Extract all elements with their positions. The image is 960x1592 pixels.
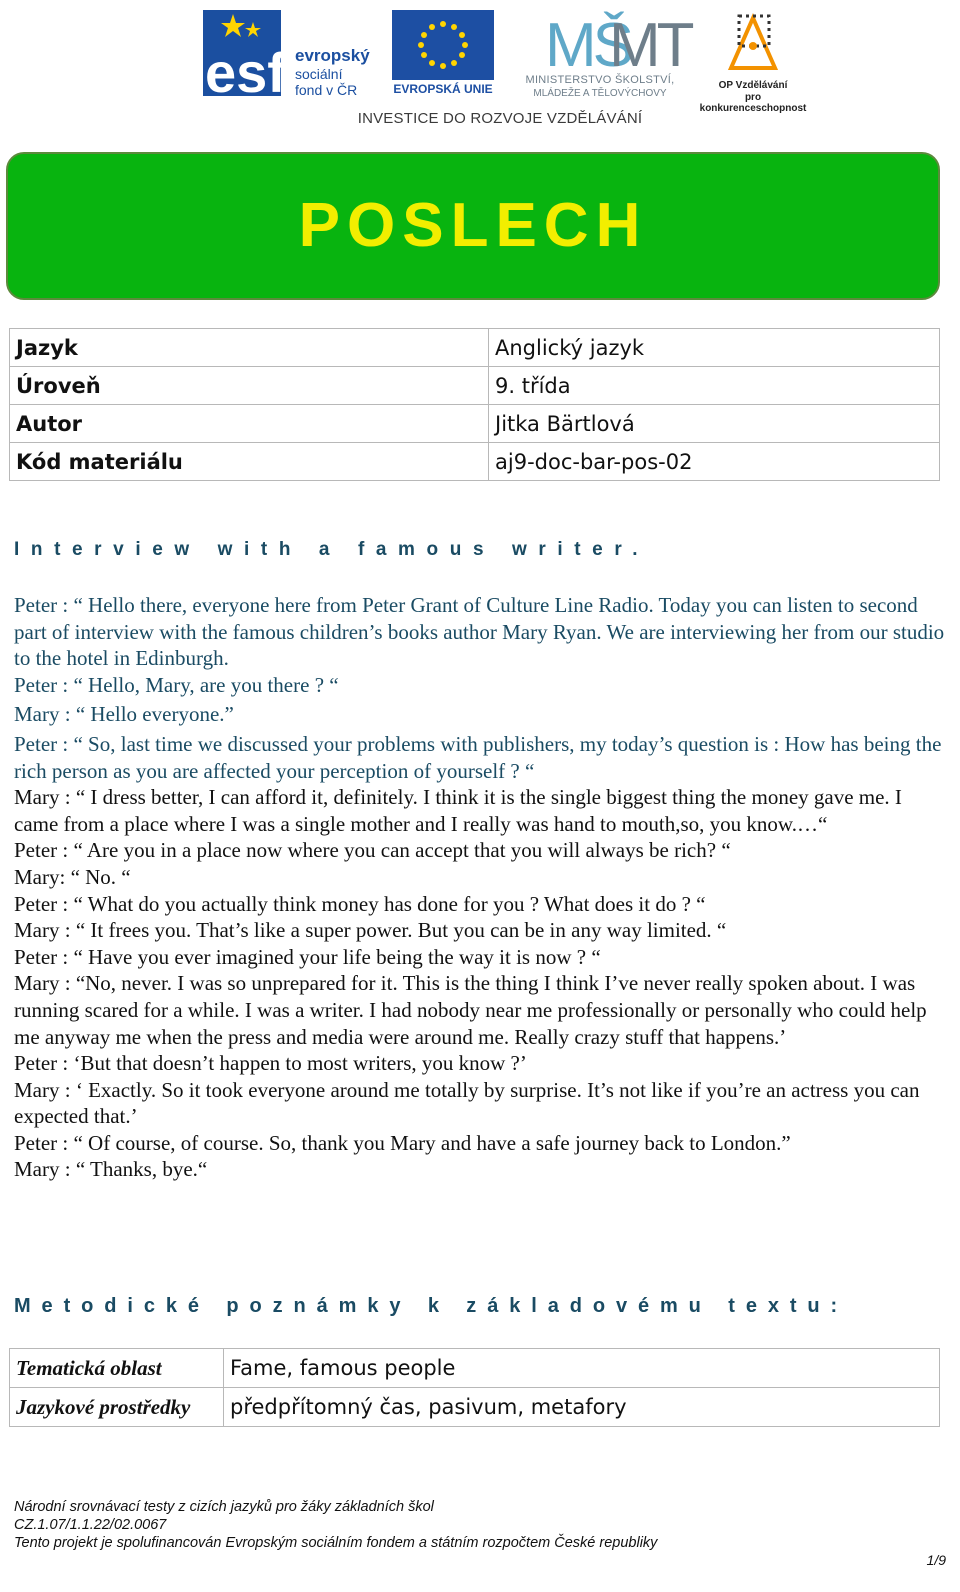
eu-caption: EVROPSKÁ UNIE xyxy=(393,82,493,96)
dialogue-line xyxy=(14,592,950,672)
dialogue-line: Mary : “No, never. I was so unprepared for it. This is the thing I think I’ve never really spoken about. I was running scared for a while. I was a writer. I had nobody near me professionally or personally who could help me anyway me when the press and media were around me. Really crazy stuff that happens.’ xyxy=(14,971,927,1049)
dialogue-line: Mary : ‘ Exactly. So it took everyone around me totally by surprise. It’s not like if you’re an actress you can expected that.’ xyxy=(14,1077,920,1129)
speaker: Peter xyxy=(14,731,58,756)
info-key: Úroveň xyxy=(10,367,489,405)
msmt-mark-icon xyxy=(505,8,695,72)
op-caption-2: pro konkurenceschopnost xyxy=(699,92,807,114)
svg-text:MŠ: MŠ xyxy=(545,11,630,72)
msmt-caption-1: MINISTERSTVO ŠKOLSTVÍ, xyxy=(525,74,675,86)
dialogue-line: Peter : “ Have you ever imagined your life being the way it is now ? “ xyxy=(14,944,601,969)
eu-logo xyxy=(392,10,494,98)
esf-letters: esf xyxy=(205,41,286,100)
esf-logo xyxy=(203,10,385,100)
dialogue-line xyxy=(14,731,950,784)
line-text: : “ Hello there, everyone here from Peter Grant of Culture Line Radio. Today you can listen to second part of interview with the famous children’s books author Mary Ryan. We are interviewing her from our studio to the hotel in Edinburgh. xyxy=(14,593,945,671)
footer-line: CZ.1.07/1.1.22/02.0067 xyxy=(14,1517,167,1533)
msmt-caption-2: MLÁDEŽE A TĚLOVÝCHOVY xyxy=(533,88,667,99)
op-caption-1: OP Vzdělávání xyxy=(718,80,788,91)
esf-caption-3: fond v ČR xyxy=(295,82,358,98)
dialogue-line: Peter : “ Are you in a place now where you can accept that you will always be rich? “ xyxy=(14,838,731,863)
table-row xyxy=(10,1388,940,1427)
page-number: 1/9 xyxy=(926,1552,946,1568)
msmt-logo xyxy=(505,8,695,103)
line-text: : “ So, last time we discussed your problems with publishers, my today’s question is : How has being the rich person as you are affected your perception of yourself ? “ xyxy=(14,731,942,783)
table-row xyxy=(10,367,940,405)
table-row xyxy=(10,443,940,481)
eu-flag-icon xyxy=(392,10,494,80)
info-value: aj9-doc-bar-pos-02 xyxy=(489,443,940,481)
line-text: : “ Hello, Mary, are you there ? “ xyxy=(57,672,339,697)
page-footer xyxy=(14,1498,657,1552)
dialogue-line: Peter : “ What do you actually think money has done for you ? What does it do ? “ xyxy=(14,891,706,916)
esf-caption-2: sociální xyxy=(295,66,343,82)
line-text: : “ Hello everyone.” xyxy=(59,702,234,727)
dialogue-line: Peter : ‘But that doesn’t happen to most writers, you know ?’ xyxy=(14,1051,527,1076)
investice-slogan: INVESTICE DO ROZVOJE VZDĚLÁVÁNÍ xyxy=(357,110,643,127)
dialogue-line: Peter : “ Of course, of course. So, thank you Mary and have a safe journey back to London.” xyxy=(14,1130,791,1155)
dialogue-line xyxy=(14,701,950,728)
info-value: Jitka Bärtlová xyxy=(489,405,940,443)
svg-text:MT: MT xyxy=(609,11,691,72)
method-key: Jazykové prostředky xyxy=(10,1388,224,1427)
method-value: předpřítomný čas, pasivum, metafory xyxy=(224,1388,940,1427)
dialogue-transcript xyxy=(14,592,950,1183)
info-key: Kód materiálu xyxy=(10,443,489,481)
method-table xyxy=(9,1348,940,1427)
speaker: Peter xyxy=(14,593,58,617)
dialogue-line: Mary : “ It frees you. That’s like a super power. But you can be in any way limited. “ xyxy=(14,918,727,943)
table-row xyxy=(10,329,940,367)
speaker: Mary xyxy=(14,702,60,727)
section-heading: Interview with a famous writer. xyxy=(14,539,650,560)
method-value: Fame, famous people xyxy=(224,1349,940,1388)
method-heading: Metodické poznámky k základovému textu: xyxy=(14,1295,849,1317)
table-row xyxy=(10,405,940,443)
info-table xyxy=(9,328,940,481)
dialogue-line xyxy=(14,672,950,699)
footer-line: Národní srovnávací testy z cizích jazyků pro žáky základních škol xyxy=(14,1499,434,1515)
dialogue-line: Mary : “ Thanks, bye.“ xyxy=(14,1157,208,1182)
banner-title: POSLECH xyxy=(298,191,648,260)
info-key: Jazyk xyxy=(10,329,489,367)
speaker: Peter xyxy=(14,672,58,697)
esf-caption-1: evropský xyxy=(295,46,370,65)
dialogue-line: Mary: “ No. “ xyxy=(14,864,131,889)
method-key: Tematická oblast xyxy=(10,1349,224,1388)
footer-line: Tento projekt je spolufinancován Evropským sociálním fondem a státním rozpočtem České republiky xyxy=(14,1535,658,1551)
dialogue-line: Mary : “ I dress better, I can afford it, definitely. I think it is the single biggest thing the money gave me. I came from a place where I was a single mother and I really was hand to mouth,so, you know.…“ xyxy=(14,785,902,836)
info-key: Autor xyxy=(10,405,489,443)
info-value: Anglický jazyk xyxy=(489,329,940,367)
table-row xyxy=(10,1349,940,1388)
op-logo xyxy=(693,8,813,114)
op-mark-icon xyxy=(693,8,813,78)
info-value: 9. třída xyxy=(489,367,940,405)
